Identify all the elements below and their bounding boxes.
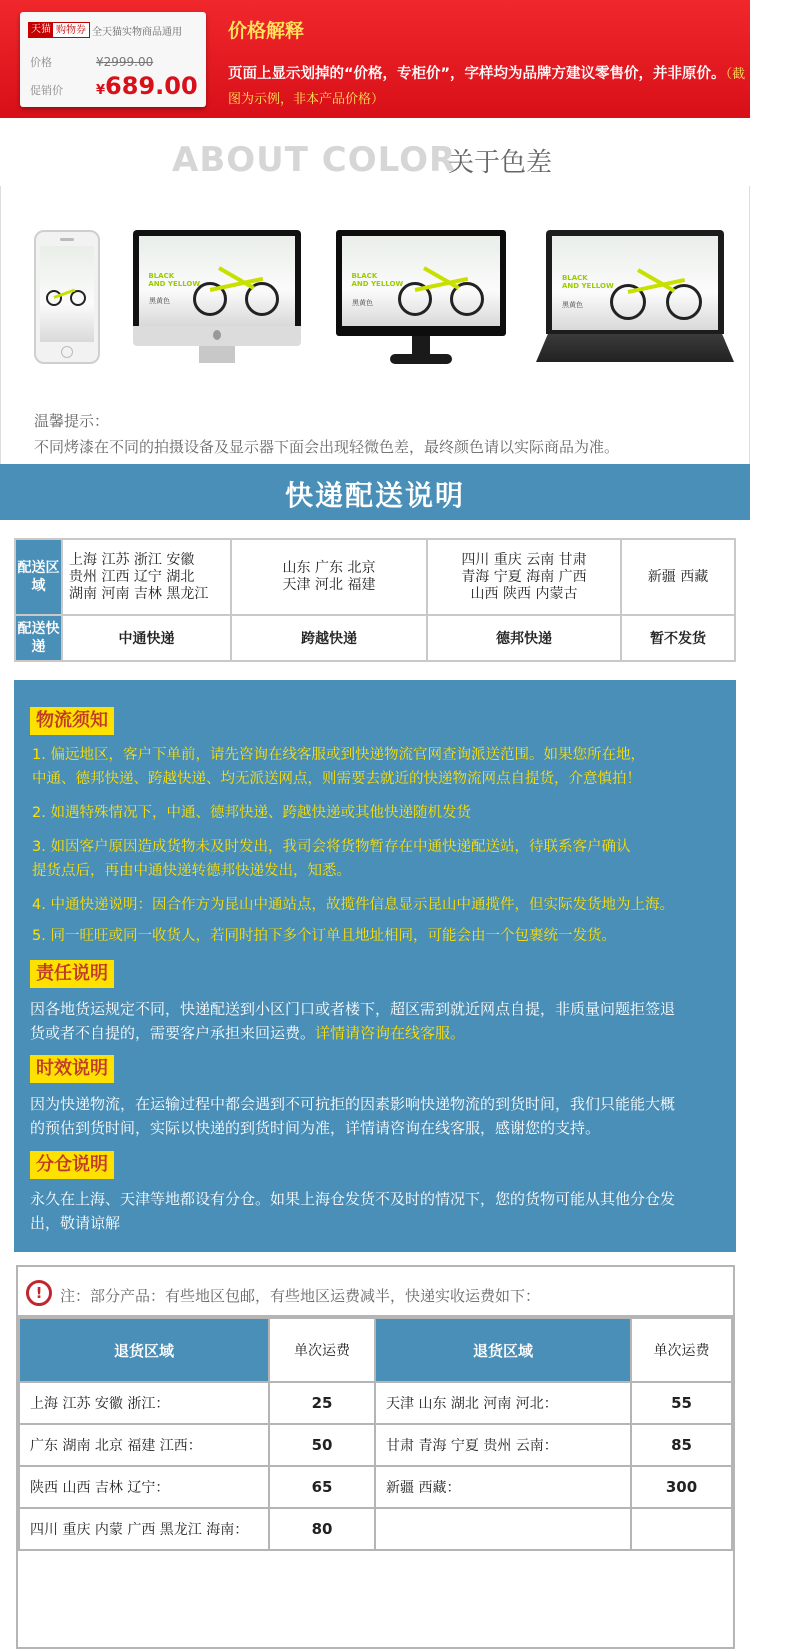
fee-cell: 80 [269, 1508, 375, 1550]
laptop-bike-image [552, 236, 718, 330]
region-line: 湖南 河南 吉林 黑龙江 [69, 585, 209, 602]
delivery-title: 快递配送说明 [284, 479, 465, 512]
region-cell: 甘肃 青海 宁夏 贵州 云南： [375, 1424, 631, 1466]
fee-cell: 50 [269, 1424, 375, 1466]
area-cell [621, 539, 735, 615]
logistics-item: 1. 偏远地区，客户下单前，请先咨询在线客服或到快递物流官网查询派送范围。如果您所在地， [32, 747, 645, 763]
courier-cell: 暂不发货 [621, 615, 735, 661]
price-explain-main: 页面上显示划掉的“价格，专柜价”，字样均为品牌方建议零售价，并非原价。 [228, 66, 726, 82]
return-region-header: 退货区域 [375, 1318, 631, 1382]
monitor-screen-caption: 黑黄色 [352, 299, 373, 307]
laptop-screen-caption: 黑黄色 [562, 301, 583, 309]
imac-bike-image [139, 236, 295, 326]
monitor-base [390, 354, 452, 364]
responsibility-text-part: 货或者不自提的，需要客户承担来回运费。 [30, 1024, 316, 1042]
warm-tip-text: 不同烤漆在不同的拍摄设备及显示器下面会出现轻微色差，最终颜色请以实际商品为准。 [34, 438, 620, 456]
fee-cell: 300 [631, 1466, 732, 1508]
delivery-area-row [15, 539, 735, 615]
freight-row [19, 1382, 732, 1424]
region-cell [375, 1508, 631, 1550]
screen-text-line2: AND YELLOW [561, 281, 614, 290]
area-cell [427, 539, 621, 615]
screen-text-line1: BLACK [351, 272, 378, 280]
fee-header: 单次运费 [631, 1318, 732, 1382]
warehouse-text: 永久在上海、天津等地都设有分仓。如果上海仓发货不及时的情况下，您的货物可能从其他分仓发 [30, 1190, 676, 1208]
logistics-item: 3. 如因客户原因造成货物未及时发出，我司会将货物暂存在中通快递配送站，待联系客户确认 [32, 839, 631, 855]
laptop-device [536, 230, 734, 366]
price-label: 价格 [30, 56, 52, 69]
fee-cell [631, 1508, 732, 1550]
laptop-screen-text [562, 274, 614, 290]
region-cell: 陕西 山西 吉林 辽宁： [19, 1466, 269, 1508]
fee-cell: 25 [269, 1382, 375, 1424]
logistics-item: 2. 如遇特殊情况下，中通、德邦快递、跨越快递或其他快递随机发货 [32, 805, 471, 821]
logistics-item: 中通、德邦快递、跨越快递、均无派送网点，则需要去就近的快递物流网点自提货，介意慎拍！ [32, 771, 641, 787]
logistics-item: 4. 中通快递说明：因合作方为昆山中通站点，故揽件信息显示昆山中通揽件，但实际发货地为上海。 [32, 897, 674, 913]
return-region-header: 退货区域 [19, 1318, 269, 1382]
timeliness-title: 时效说明 [30, 1055, 114, 1083]
region-line: 山东 广东 北京 [282, 560, 376, 576]
fee-cell: 55 [631, 1382, 732, 1424]
about-color-title-zh: 关于色差 [448, 148, 553, 178]
monitor-screen-text [351, 272, 403, 288]
promo-label: 促销价 [30, 84, 63, 97]
phone-home-button [61, 346, 73, 358]
phone-bike-image [40, 246, 94, 342]
fee-header: 单次运费 [269, 1318, 375, 1382]
screen-text-line1: BLACK [148, 272, 175, 280]
logistics-item: 5. 同一旺旺或同一收货人，若同时拍下多个订单且地址相同，可能会由一个包裹统一发货。 [32, 928, 616, 944]
region-cell: 广东 湖南 北京 福建 江西： [19, 1424, 269, 1466]
monitor-stand [412, 336, 430, 354]
laptop-keyboard [536, 334, 734, 362]
region-line: 新疆 西藏 [647, 568, 709, 585]
imac-stand [199, 346, 235, 363]
freight-note: 注：部分产品：有些地区包邮，有些地区运费减半，快递实收运费如下： [60, 1287, 541, 1305]
freight-row [19, 1508, 732, 1550]
region-line: 青海 宁夏 海南 广西 [461, 568, 587, 585]
promo-price-value: 689.00 [105, 72, 198, 100]
region-cell: 天津 山东 湖北 河南 河北： [375, 1382, 631, 1424]
courier-cell: 德邦快递 [427, 615, 621, 661]
fee-cell: 65 [269, 1466, 375, 1508]
freight-row [19, 1466, 732, 1508]
region-line: 天津 河北 福建 [282, 577, 376, 593]
phone-device [34, 230, 100, 364]
region-cell: 新疆 西藏： [375, 1466, 631, 1508]
coupon-note: 全天猫实物商品通用 [92, 27, 182, 38]
warehouse-title: 分仓说明 [30, 1151, 114, 1179]
delivery-table [14, 538, 736, 662]
area-cell [231, 539, 427, 615]
price-explain-title: 价格解释 [228, 20, 305, 42]
region-line: 山西 陕西 内蒙古 [470, 585, 578, 602]
warehouse-text: 出，敬请谅解 [30, 1214, 121, 1232]
laptop-screen [552, 236, 718, 330]
courier-cell: 跨越快递 [231, 615, 427, 661]
responsibility-text [30, 1021, 730, 1046]
imac-screen [139, 236, 295, 326]
region-line: 四川 重庆 云南 甘肃 [461, 551, 587, 568]
freight-row [19, 1424, 732, 1466]
imac-screen-text [148, 272, 200, 288]
phone-screen [40, 246, 94, 342]
about-color-title-en: ABOUT COLOR [172, 140, 457, 180]
monitor-bike-image [342, 236, 500, 326]
responsibility-text: 因各地货运规定不同，快递配送到小区门口或者楼下，超区需到就近网点自提，非质量问题拒签退 [30, 1000, 676, 1018]
screen-text-line1: BLACK [561, 273, 588, 282]
monitor-screen [342, 236, 500, 326]
region-line: 贵州 江西 辽宁 湖北 [69, 568, 195, 585]
phone-speaker [60, 238, 74, 241]
region-cell: 上海 江苏 安徽 浙江： [19, 1382, 269, 1424]
responsibility-title: 责任说明 [30, 960, 114, 988]
apple-logo-icon [213, 330, 221, 340]
logistics-item: 提货点后，再由中通快递转德邦快递发出，知悉。 [32, 863, 351, 879]
imac-device [133, 230, 301, 365]
freight-header-row [19, 1318, 732, 1382]
area-cell [62, 539, 231, 615]
freight-table [18, 1317, 733, 1551]
original-price: ¥2999.00 [96, 55, 154, 69]
monitor-device [336, 230, 506, 366]
region-line: 上海 江苏 浙江 安徽 [69, 551, 195, 568]
timeliness-text: 的预估到货时间，实际以快递的到货时间为准，详情请咨询在线客服，感谢您的支持。 [30, 1119, 601, 1137]
warm-tip-title: 温馨提示： [34, 412, 110, 430]
screen-text-line2: AND YELLOW [351, 280, 404, 288]
price-explain-text [228, 62, 748, 112]
courier-header: 配送快递 [15, 615, 62, 661]
courier-cell: 中通快递 [62, 615, 231, 661]
logistics-section-title: 物流须知 [30, 707, 114, 735]
coupon-tag: 购物券 [52, 22, 90, 38]
tmall-tag: 天猫 [28, 22, 54, 38]
fee-cell: 85 [631, 1424, 732, 1466]
area-header: 配送区域 [15, 539, 62, 615]
consult-link[interactable]: 详情请咨询在线客服。 [315, 1024, 466, 1042]
price-explain-note: （截图为示例，非本产品价格） [228, 67, 746, 107]
screen-text-line2: AND YELLOW [148, 280, 201, 288]
imac-screen-caption: 黑黄色 [149, 297, 170, 305]
currency-symbol: ¥ [96, 83, 106, 98]
delivery-courier-row [15, 615, 735, 661]
coupon-card [20, 12, 206, 107]
exclamation-icon: ! [26, 1280, 52, 1306]
timeliness-text: 因为快递物流，在运输过程中都会遇到不可抗拒的因素影响快递物流的到货时间，我们只能能大概 [30, 1095, 676, 1113]
promo-price [96, 72, 198, 100]
region-cell: 四川 重庆 内蒙 广西 黑龙江 海南： [19, 1508, 269, 1550]
